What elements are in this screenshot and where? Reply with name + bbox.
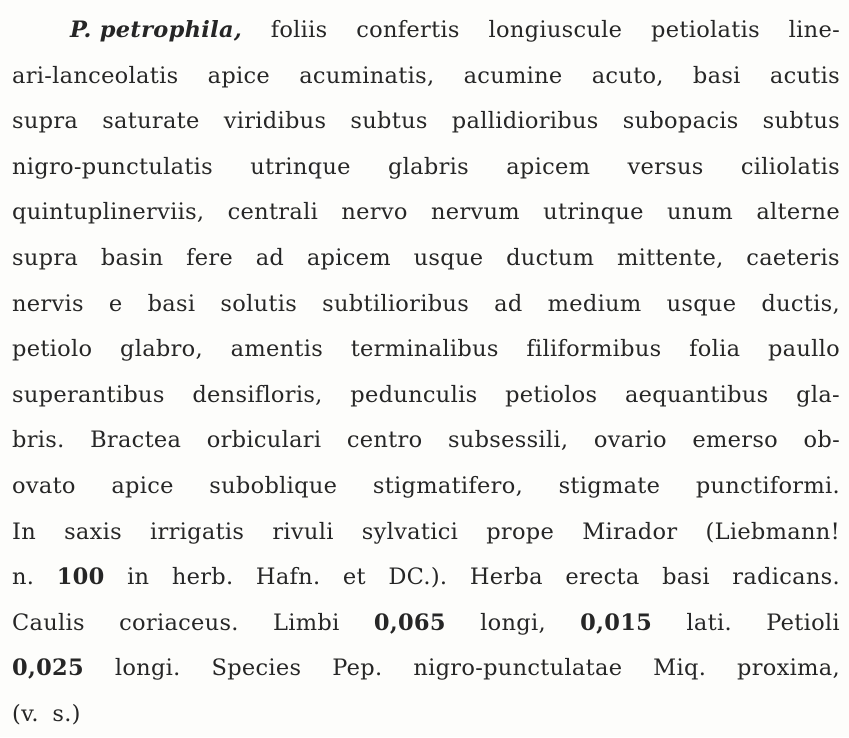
word: herb.: [171, 564, 234, 591]
specimen-number: 100: [56, 564, 105, 591]
word: acuminatis,: [299, 62, 435, 89]
word: aequantibus: [624, 381, 769, 408]
word: foliis: [270, 17, 328, 43]
word: ovato: [12, 472, 76, 499]
word: quintuplinerviis,: [12, 199, 205, 226]
word: Herba: [469, 564, 543, 591]
word: et: [342, 564, 366, 591]
word: medium: [547, 290, 642, 317]
petiole-length-value: 0,025: [12, 655, 84, 682]
word: acuto,: [591, 62, 664, 89]
word: (Liebmann!: [705, 518, 840, 545]
text-line-2: [12, 54, 840, 100]
blade-width-value: 0,015: [580, 609, 653, 636]
word: petiolo: [12, 336, 93, 363]
text-line-6: [12, 236, 840, 282]
word: fere: [186, 244, 234, 271]
word: radicans.: [732, 564, 840, 591]
text-line-11: [12, 464, 840, 510]
species-name: P. petrophila,: [70, 17, 242, 43]
text-line-7: [12, 282, 840, 328]
word: subtus: [350, 108, 428, 135]
word: glabro,: [120, 336, 203, 363]
word: basi: [147, 290, 196, 317]
word: unum: [667, 199, 734, 226]
word: ovario: [593, 427, 667, 454]
text-line-8: [12, 327, 840, 373]
word: ob-: [803, 427, 840, 454]
word: subtilioribus: [322, 290, 470, 317]
word: confertis: [356, 17, 460, 43]
text-line-1: [12, 8, 840, 54]
word: punctiformi.: [695, 472, 840, 499]
word: Mirador: [582, 518, 678, 545]
word: s.): [52, 700, 81, 727]
word: (v.: [12, 700, 39, 727]
word: densifloris,: [192, 381, 323, 408]
word: Caulis: [12, 609, 85, 636]
word: nigro-punctulatis: [12, 153, 214, 180]
word: saxis: [64, 518, 122, 545]
word: n.: [12, 564, 35, 591]
word: Bractea: [90, 427, 182, 454]
word: emerso: [692, 427, 779, 454]
word: erecta: [565, 564, 640, 591]
text-line-15: [12, 646, 840, 692]
word: Petioli: [766, 609, 840, 636]
word: In: [12, 518, 36, 545]
word: DC.).: [388, 564, 448, 591]
word: stigmatifero,: [372, 472, 524, 499]
word: Limbi: [273, 609, 340, 636]
text-line-13: [12, 555, 840, 601]
word: bris.: [12, 427, 65, 454]
word: Hafn.: [255, 564, 321, 591]
word: superantibus: [12, 381, 165, 408]
word: subtus: [762, 108, 840, 135]
species-description: [12, 8, 840, 738]
word: usque: [413, 244, 484, 271]
word: pedunculis: [350, 381, 478, 408]
word: ari-lanceolatis: [12, 62, 179, 89]
word: ductum: [506, 244, 595, 271]
word: supra: [12, 108, 79, 135]
word: acumine: [463, 62, 563, 89]
word: ad: [255, 244, 285, 271]
word: longi.: [114, 655, 181, 682]
word: versus: [627, 153, 704, 180]
word: e: [108, 290, 123, 317]
word: subsessili,: [447, 427, 569, 454]
word: paullo: [767, 336, 840, 363]
text-line-4: [12, 145, 840, 191]
word: basi: [692, 62, 741, 89]
word: orbiculari: [206, 427, 322, 454]
word: basi: [662, 564, 710, 591]
word: centro: [346, 427, 423, 454]
word: apice: [207, 62, 271, 89]
word: longi,: [480, 609, 546, 636]
word: gla-: [796, 381, 840, 408]
word: nigro-punctulatae: [413, 655, 623, 682]
word: terminalibus: [350, 336, 499, 363]
word: apicem: [306, 244, 391, 271]
word: sylvatici: [361, 518, 459, 545]
text-line-9: [12, 373, 840, 419]
word: irrigatis: [150, 518, 245, 545]
word: in: [127, 564, 150, 591]
word: basin: [100, 244, 164, 271]
word: apicem: [506, 153, 591, 180]
word: proxima,: [737, 655, 840, 682]
word: nervo: [341, 199, 408, 226]
word: nervis: [12, 290, 84, 317]
word: saturate: [102, 108, 200, 135]
word: stigmate: [558, 472, 661, 499]
text-line-5: [12, 190, 840, 236]
word: viridibus: [223, 108, 327, 135]
word: Miq.: [653, 655, 707, 682]
word: amentis: [230, 336, 324, 363]
word: subopacis: [622, 108, 739, 135]
word: longiuscule: [488, 17, 623, 43]
word: utrinque: [250, 153, 351, 180]
word: Species: [211, 655, 302, 682]
word: lati.: [686, 609, 732, 636]
word: line-: [788, 17, 840, 43]
word: petiolatis: [651, 17, 760, 43]
word: caeteris: [746, 244, 840, 271]
word: nervum: [430, 199, 520, 226]
word: pallidioribus: [451, 108, 599, 135]
text-line-10: [12, 418, 840, 464]
word: coriaceus.: [119, 609, 239, 636]
word: ad: [494, 290, 523, 317]
word: alterne: [756, 199, 840, 226]
text-line-14: [12, 601, 840, 647]
word: mittente,: [616, 244, 724, 271]
word: ciliolatis: [740, 153, 840, 180]
word: petiolos: [505, 381, 598, 408]
word: glabris: [387, 153, 469, 180]
word: solutis: [220, 290, 298, 317]
word: supra: [12, 244, 79, 271]
word: filiformibus: [526, 336, 662, 363]
word: usque: [666, 290, 737, 317]
text-line-3: [12, 99, 840, 145]
blade-length-value: 0,065: [373, 609, 446, 636]
word: utrinque: [543, 199, 644, 226]
word: folia: [689, 336, 741, 363]
word: Pep.: [332, 655, 383, 682]
text-line-16: [12, 692, 840, 738]
word: ductis,: [761, 290, 840, 317]
word: apice: [111, 472, 174, 499]
word: rivuli: [272, 518, 334, 545]
text-line-12: [12, 510, 840, 556]
word: prope: [486, 518, 555, 545]
word: acutis: [769, 62, 840, 89]
word: centrali: [227, 199, 319, 226]
word: suboblique: [209, 472, 338, 499]
